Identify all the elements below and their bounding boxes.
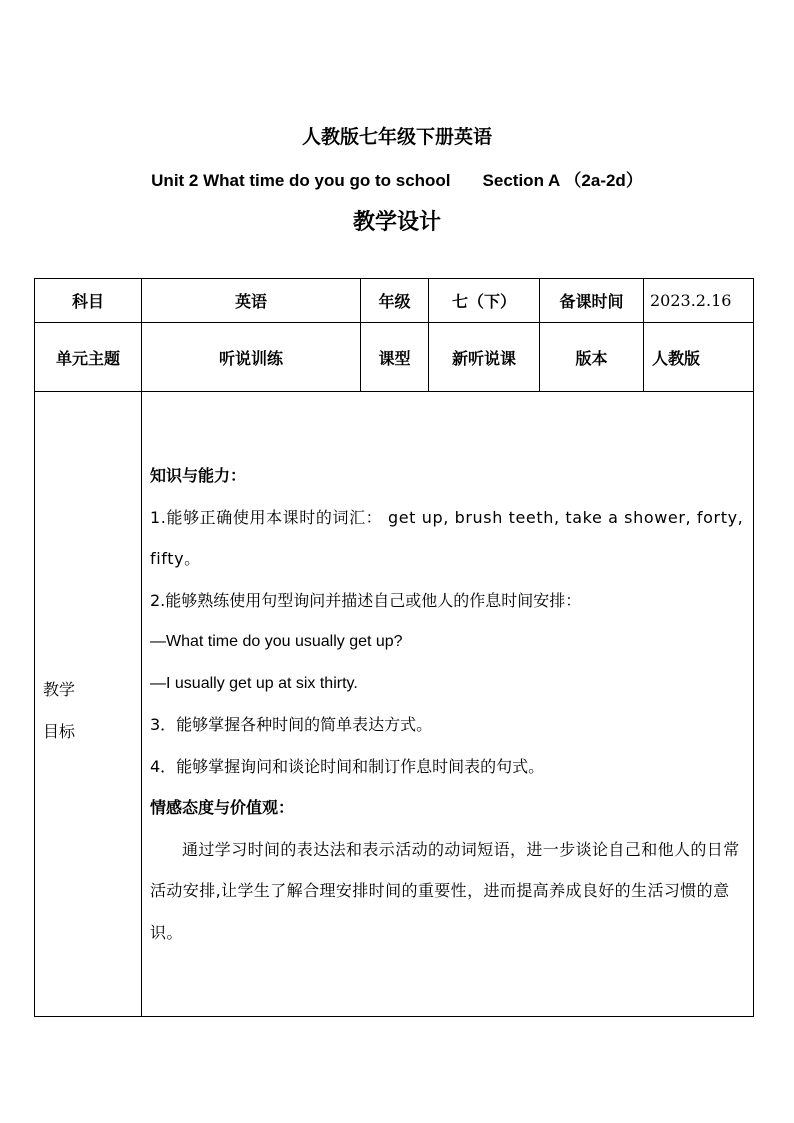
- grade-value: 七（下）: [429, 279, 540, 323]
- unit-theme-label: 单元主题: [35, 323, 142, 392]
- document-subtitle: 教学设计: [352, 210, 441, 235]
- info-row-1: [35, 279, 754, 323]
- knowledge-heading: 知识与能力：: [150, 466, 247, 485]
- edition-label: 版本: [540, 323, 644, 392]
- goals-label-line2: 目标: [43, 722, 76, 741]
- attitude-heading: 情感态度与价值观：: [150, 798, 295, 817]
- subject-label: 科目: [35, 279, 142, 323]
- unit-theme-value: 听说训练: [142, 323, 361, 392]
- grade-label: 年级: [361, 279, 429, 323]
- subject-value: 英语: [142, 279, 361, 323]
- unit-heading: [0, 166, 794, 191]
- goal-item-4: 4．能够掌握询问和谈论时间和制订作息时间表的句式。: [150, 756, 545, 776]
- teaching-goals-label: [35, 392, 142, 1017]
- unit-title: Unit 2 What time do you go to school: [151, 171, 451, 190]
- goal-item-2: 2.能够熟练使用句型询问并描述自己或他人的作息时间安排：: [150, 590, 582, 610]
- teaching-goals-content: [142, 392, 754, 1017]
- prep-time-value: 2023.2.16: [644, 279, 754, 323]
- goal-item-1: 1.能够正确使用本课时的词汇： get up, brush teeth, take a shower, forty, fifty。: [150, 507, 744, 568]
- goal-item-3: 3．能够掌握各种时间的简单表达方式。: [150, 715, 433, 734]
- document-title: 人教版七年级下册英语: [301, 126, 492, 148]
- dialog-line-2: —I usually get up at six thirty.: [150, 674, 358, 692]
- prep-time-label: 备课时间: [540, 279, 644, 323]
- goals-row: [35, 392, 754, 1017]
- lesson-plan-table: [34, 278, 754, 1017]
- edition-value: 人教版: [644, 323, 754, 392]
- dialog-line-1: —What time do you usually get up?: [150, 633, 403, 650]
- lesson-type-label: 课型: [361, 323, 429, 392]
- section-title: Section A （2a-2d）: [482, 171, 643, 190]
- attitude-text: 通过学习时间的表达法和表示活动的动词短语，进一步谈论自己和他人的日常活动安排,让学生了解合理安排时间的重要性，进而提高养成良好的生活习惯的意识。: [150, 839, 740, 942]
- info-row-2: [35, 323, 754, 392]
- lesson-type-value: 新听说课: [429, 323, 540, 392]
- goals-label-line1: 教学: [43, 680, 76, 699]
